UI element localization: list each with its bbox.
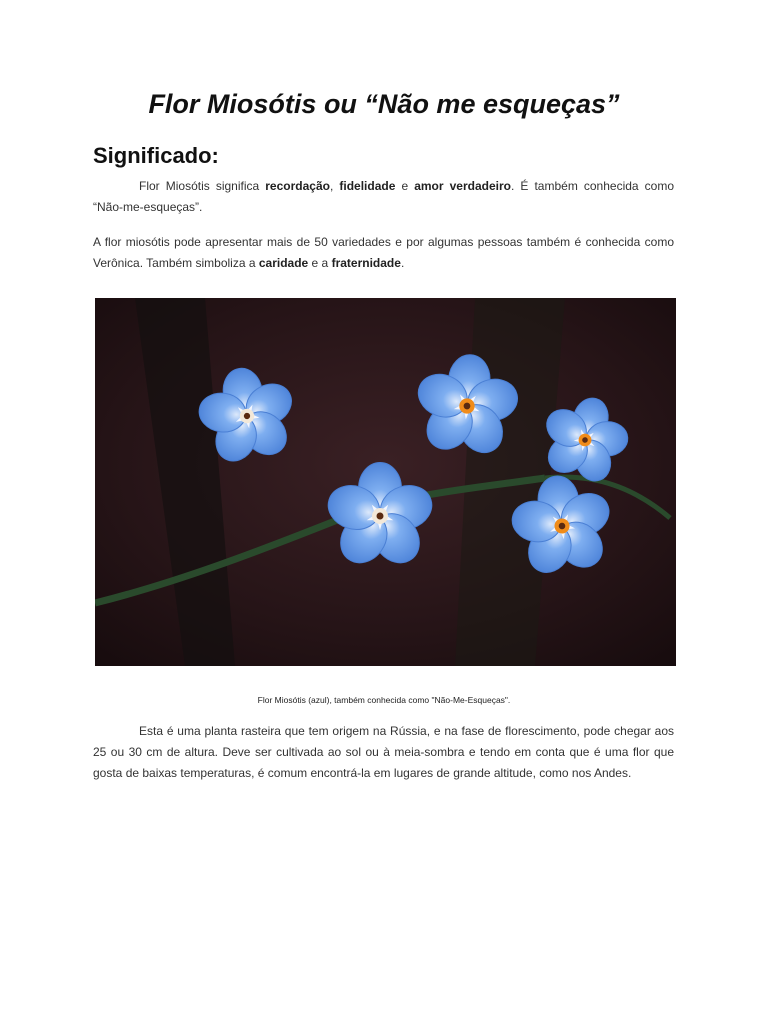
bold-term-recordacao: recordação	[265, 179, 330, 193]
paragraph-origin: Esta é uma planta rasteira que tem origem na Rússia, e na fase de florescimento, pode chegar aos 25 ou 30 cm de altura. Deve ser cultivada ao sol ou à meia-sombra e tendo em conta que é uma flor que gosta de baixas temperaturas, é comum encontrá-la em lugares de grande altitude, como nos Andes.	[93, 724, 674, 780]
paragraph-text: . É também conhecida como “Não-me-esqueças”.	[93, 179, 675, 214]
page-title: Flor Miosótis ou “Não me esqueças”	[148, 89, 620, 119]
flower-center-dot	[377, 513, 384, 520]
paragraph-text: ,	[329, 179, 340, 193]
paragraph-text: Flor Miosótis significa	[139, 179, 266, 193]
bold-term-fidelidade: fidelidade	[339, 179, 396, 193]
paragraph-text: A flor miosótis pode apresentar mais de 50 variedades e por algumas pessoas também é conhecida como Verônica. Também simboliza a	[93, 235, 674, 270]
bold-term-fraternidade: fraternidade	[331, 256, 401, 270]
forget-me-not-photo	[95, 298, 676, 666]
section-heading: Significado:	[93, 143, 219, 168]
paragraph-text: e	[395, 179, 415, 193]
paragraph-text: e a	[308, 256, 332, 270]
paragraph-varieties	[93, 232, 674, 274]
photo-caption: Flor Miosótis (azul), também conhecida como "Não-Me-Esqueças".	[257, 695, 511, 705]
bold-term-caridade: caridade	[258, 256, 309, 270]
bold-term-amor-verdadeiro: amor verdadeiro	[414, 179, 511, 193]
paragraph-meaning	[93, 176, 674, 218]
paragraph-text: .	[400, 256, 405, 270]
